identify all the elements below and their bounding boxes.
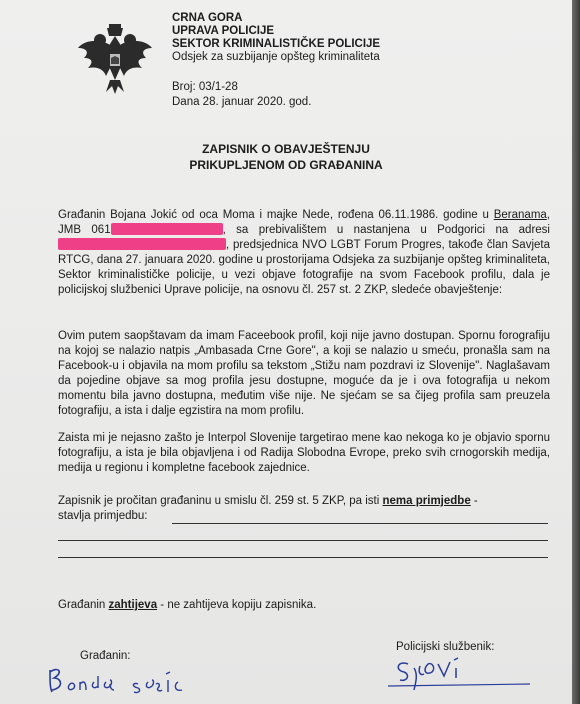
document-number: Broj: 03/1-28	[172, 81, 238, 93]
intro-text-1: Građanin Bojana Jokić od oca Moma i majke Nede, rođena 06.11.1986. godine u	[58, 209, 494, 221]
document-date: Dana 28. januar 2020. god.	[172, 96, 312, 108]
header-department: Odsjek za suzbijanje opšteg kriminaliteta	[172, 51, 380, 63]
header-sector: SEKTOR KRIMINALISTIČKE POLICIJE	[172, 38, 381, 50]
page-edge-shadow	[572, 0, 580, 704]
remark-paragraph	[58, 494, 550, 524]
institution-header	[172, 12, 380, 64]
remark-line-3	[58, 557, 548, 558]
citizen-signature	[44, 660, 204, 700]
document-title	[0, 141, 572, 173]
copy-text-1: Građanin	[58, 599, 109, 611]
title-line-1: ZAPISNIK O OBAVJEŠTENJU	[202, 142, 370, 156]
statement-paragraph-2: Zaista mi je nejasno zašto je Interpol Slovenije targetirao mene kao nekoga ko je objavio spornu fotografiju, a ista je bila objavljena i od Radija Slobodna Evrope, preko svih crnogorskih medija, medija u regionu i kompletne facebook zajednice.	[58, 432, 550, 474]
intro-text-2: , JMB 061	[58, 209, 550, 236]
remark-objection-label: stavlja primjedbu:	[58, 510, 148, 522]
intro-place: Beranama	[493, 209, 547, 221]
remark-text-1: Zapisnik je pročitan građaninu u smislu čl. 259 st. 5 ZKP, pa isti	[58, 495, 383, 507]
copy-text-2: - ne zahtijeva kopiju zapisnika.	[157, 599, 317, 611]
intro-text-4: , predsjednica NVO LGBT Forum Progres, takođe član Savjeta RTCG, dana 27. januara 2020. godine u prostorijama Odsjeka za suzbijanje opšteg kriminaliteta, Sektor kriminalističke policije, u vezi objave fotografije na svom Facebook profilu, dala je policijskoj službenici Uprave policije, na osnovu čl. 257 st. 2 ZKP, sledeće obavještenje:	[58, 239, 550, 296]
officer-signature-label: Policijski službenik:	[396, 641, 495, 653]
document-reference	[172, 80, 311, 110]
header-agency: UPRAVA POLICIJE	[172, 25, 275, 37]
redaction-jmb	[111, 223, 223, 235]
intro-text-3: , sa prebivalištem u nastanjena u Podgorici na adresi	[222, 224, 550, 236]
intro-paragraph	[58, 208, 550, 298]
remark-no-objections: nema primjedbe	[382, 495, 471, 507]
remark-line-2	[58, 540, 548, 541]
remark-text-2: -	[470, 495, 478, 507]
statement-paragraph-1: Ovim putem saopštavam da imam Faceebook profil, koji nije javno dostupan. Spornu forografiju na kojoj se nalazio natpis „Ambasada Crne Gore", a koji se nalazio u smeću, pronašla sam na Facebook-u i objavila na mom profilu sa tekstom „Stižu nam pozdravi iz Slovenije". Naglašavam da pojedine objave sa mog profila jesu dostupne, moguće da je i ova fotografija u nekom momentu bila javno dostupna, međutim više nije. Ne sjećam se sa čijeg profila sam preuzela fotografiju, a ista i dalje egzistira na mom profilu.	[58, 330, 550, 417]
citizen-signature-label: Građanin:	[80, 650, 131, 662]
coat-of-arms-icon	[76, 24, 154, 94]
redaction-address	[58, 238, 226, 250]
copy-requested: zahtijeva	[108, 599, 158, 611]
copy-request	[58, 598, 550, 613]
remark-line-1	[172, 523, 548, 524]
title-line-2: PRIKUPLJENOM OD GRAĐANINA	[189, 158, 383, 172]
header-country: CRNA GORA	[172, 12, 243, 24]
officer-signature	[380, 650, 540, 694]
